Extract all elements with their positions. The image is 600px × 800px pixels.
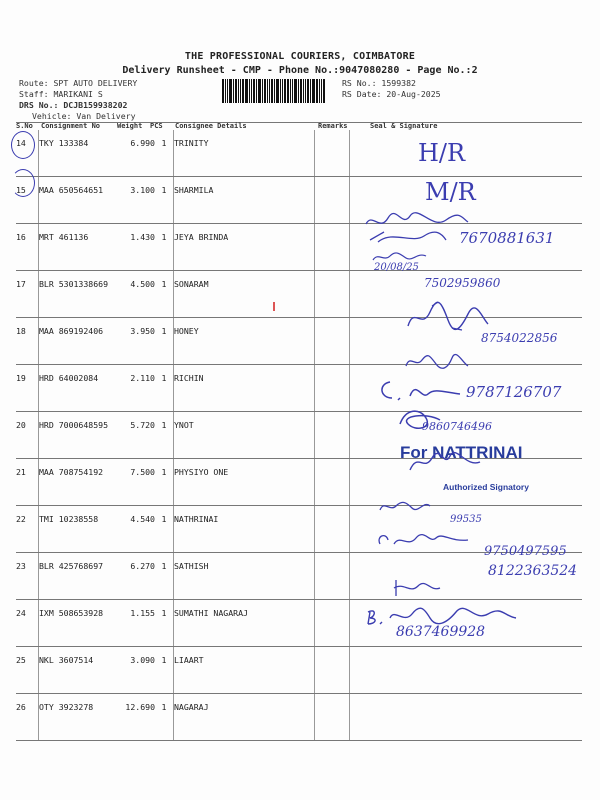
signature-r18 [402,300,492,334]
col-header-weight: Weight [117,122,143,130]
row-weight: 3.100 [115,177,155,224]
row-remarks [315,271,350,318]
row-pcs: 1 [155,130,174,177]
row-consignee: SATHISH [174,553,315,600]
header-rule [16,122,582,123]
row-consignee: YNOT [174,412,315,459]
barcode-bar [290,79,291,103]
row-pcs: 1 [155,365,174,412]
barcode-bar [294,79,297,103]
barcode-bar [319,79,320,103]
circle-mark [11,169,35,197]
row-seal [350,130,583,177]
rs-date: RS Date: 20-Aug-2025 [342,89,441,99]
row-pcs: 1 [155,506,174,553]
date-r17: 20/08/25 [374,262,419,273]
row-sno: 21 [16,459,39,506]
row-remarks [315,600,350,647]
table-row [16,647,582,694]
barcode-bar [253,79,255,103]
row-pcs: 1 [155,271,174,318]
row-weight: 3.950 [115,318,155,365]
row-pcs: 1 [155,318,174,365]
signature-r16 [362,210,472,250]
phone-r17: 7502959860 [424,276,501,290]
row-consignee: JEYA BRINDA [174,224,315,271]
row-consignee: PHYSIYO ONE [174,459,315,506]
barcode-bar [287,79,289,103]
row-consignee: HONEY [174,318,315,365]
row-consignment-no: HRD 7000648595 [39,412,116,459]
signature-r25 [390,576,446,600]
row-weight: 7.500 [115,459,155,506]
signature-r22 [406,450,486,476]
row-remarks [315,647,350,694]
red-mark [273,302,275,311]
row-weight: 12.690 [115,694,155,741]
row-sno: 22 [16,506,39,553]
barcode-bar [235,79,237,103]
row-consignee: LIAART [174,647,315,694]
row-remarks [315,694,350,741]
col-header-remarks: Remarks [318,122,348,130]
phone-r20: 9787126707 [466,383,562,401]
signature-r15: M/R [425,178,476,206]
row-consignee: SHARMILA [174,177,315,224]
row-consignment-no: TKY 133384 [39,130,116,177]
row-pcs: 1 [155,694,174,741]
phone-r21: 9860746496 [422,420,492,433]
row-consignment-no: OTY 3923278 [39,694,116,741]
row-pcs: 1 [155,459,174,506]
route-label: Route: SPT AUTO DELIVERY [19,78,138,88]
phone-r24-a: 99535 [450,514,482,525]
barcode-bar [305,79,306,103]
row-weight: 3.090 [115,647,155,694]
vehicle-label: Vehicle: Van Delivery [32,111,136,121]
row-seal [350,647,583,694]
row-weight: 6.270 [115,553,155,600]
barcode-bar [280,79,281,103]
row-remarks [315,553,350,600]
barcode-bar [233,79,234,103]
row-pcs: 1 [155,600,174,647]
barcode-bar [264,79,266,103]
row-consignee: SUMATHI NAGARAJ [174,600,315,647]
barcode-bar [271,79,273,103]
barcode-bar [267,79,268,103]
barcode-bar [323,79,325,103]
drs-label: DRS No.: DCJB159938202 [19,100,128,110]
row-consignee: NATHRINAI [174,506,315,553]
row-sno: 19 [16,365,39,412]
rs-number: RS No.: 1599382 [342,78,416,88]
row-sno: 25 [16,647,39,694]
row-sno: 17 [16,271,39,318]
row-remarks [315,459,350,506]
barcode-bar [284,79,286,103]
row-weight: 1.430 [115,224,155,271]
company-title: THE PROFESSIONAL COURIERS, COIMBATORE [184,51,416,62]
row-remarks [315,412,350,459]
row-sno: 14 [16,130,39,177]
barcode-bar [225,79,226,103]
barcode-bar [242,79,244,103]
barcode-bar [303,79,304,103]
barcode-bar [274,79,275,103]
barcode-bar [238,79,239,103]
runsheet-table [16,130,582,741]
runsheet-subtitle: Delivery Runsheet - CMP - Phone No.:9047080280 - Page No.:2 [122,65,478,76]
col-header-consignee: Consignee Details [175,122,247,130]
col-header-pcs: PCS [150,122,163,130]
barcode-bar [312,79,315,103]
row-consignment-no: MAA 650564651 [39,177,116,224]
signature-r24 [374,530,474,554]
barcode-bar [229,79,232,103]
row-consignee: NAGARAJ [174,694,315,741]
barcode-bar [269,79,270,103]
table-row [16,694,582,741]
row-seal [350,694,583,741]
row-pcs: 1 [155,177,174,224]
row-sno: 26 [16,694,39,741]
row-consignee: SONARAM [174,271,315,318]
barcode-bar [245,79,248,103]
row-weight: 5.720 [115,412,155,459]
row-sno: 15 [16,177,39,224]
col-header-consignment: Consignment No [41,122,101,130]
circle-mark [11,131,35,159]
barcode-bar [321,79,322,103]
row-weight: 2.110 [115,365,155,412]
barcode-bar [240,79,241,103]
stamp-name: For NATTRINAI [400,443,523,462]
row-remarks [315,318,350,365]
row-consignment-no: MAA 869192406 [39,318,116,365]
row-remarks [315,177,350,224]
signature-r20 [376,376,466,406]
row-pcs: 1 [155,224,174,271]
barcode-bar [222,79,224,103]
barcode-bar [298,79,299,103]
signature-r14: H/R [418,139,466,167]
table-row [16,177,582,224]
barcode-bar [310,79,311,103]
row-sno: 18 [16,318,39,365]
barcode-bar [251,79,252,103]
stamp-title: Authorized Signatory [443,482,529,492]
row-sno: 23 [16,553,39,600]
phone-r16: 7670881631 [459,229,555,247]
row-sno: 24 [16,600,39,647]
row-consignment-no: MRT 461136 [39,224,116,271]
row-weight: 6.990 [115,130,155,177]
row-consignment-no: NKL 3607514 [39,647,116,694]
col-header-seal: Seal & Signature [370,122,438,130]
barcode-bar [258,79,261,103]
col-header-sno: S.No [16,122,33,130]
barcode-bar [249,79,250,103]
row-consignment-no: HRD 64002084 [39,365,116,412]
row-weight: 1.155 [115,600,155,647]
barcode-bar [262,79,263,103]
row-remarks [315,365,350,412]
barcode-bar [276,79,279,103]
row-sno: 16 [16,224,39,271]
row-remarks [315,506,350,553]
row-consignment-no: IXM 508653928 [39,600,116,647]
barcode-bar [292,79,293,103]
barcode [222,79,338,103]
barcode-bar [282,79,283,103]
phone-r25: 8122363524 [488,563,578,579]
row-remarks [315,224,350,271]
table-row [16,130,582,177]
row-consignee: RICHIN [174,365,315,412]
row-pcs: 1 [155,647,174,694]
signature-r23 [376,496,436,518]
row-consignment-no: BLR 425768697 [39,553,116,600]
row-pcs: 1 [155,553,174,600]
signature-r19 [402,350,472,372]
row-consignee: TRINITY [174,130,315,177]
row-consignment-no: BLR 5301338669 [39,271,116,318]
row-consignment-no: MAA 708754192 [39,459,116,506]
row-weight: 4.500 [115,271,155,318]
phone-r24-b: 9750497595 [484,544,567,559]
staff-label: Staff: MARIKANI S [19,89,103,99]
row-remarks [315,130,350,177]
barcode-bar [307,79,309,103]
barcode-bar [227,79,228,103]
row-weight: 4.540 [115,506,155,553]
row-sno: 20 [16,412,39,459]
barcode-bar [316,79,318,103]
barcode-bar [300,79,302,103]
barcode-bar [256,79,257,103]
row-consignment-no: TMI 10238558 [39,506,116,553]
phone-r19: 8754022856 [481,331,558,345]
row-pcs: 1 [155,412,174,459]
phone-r26: 8637469928 [396,624,486,640]
